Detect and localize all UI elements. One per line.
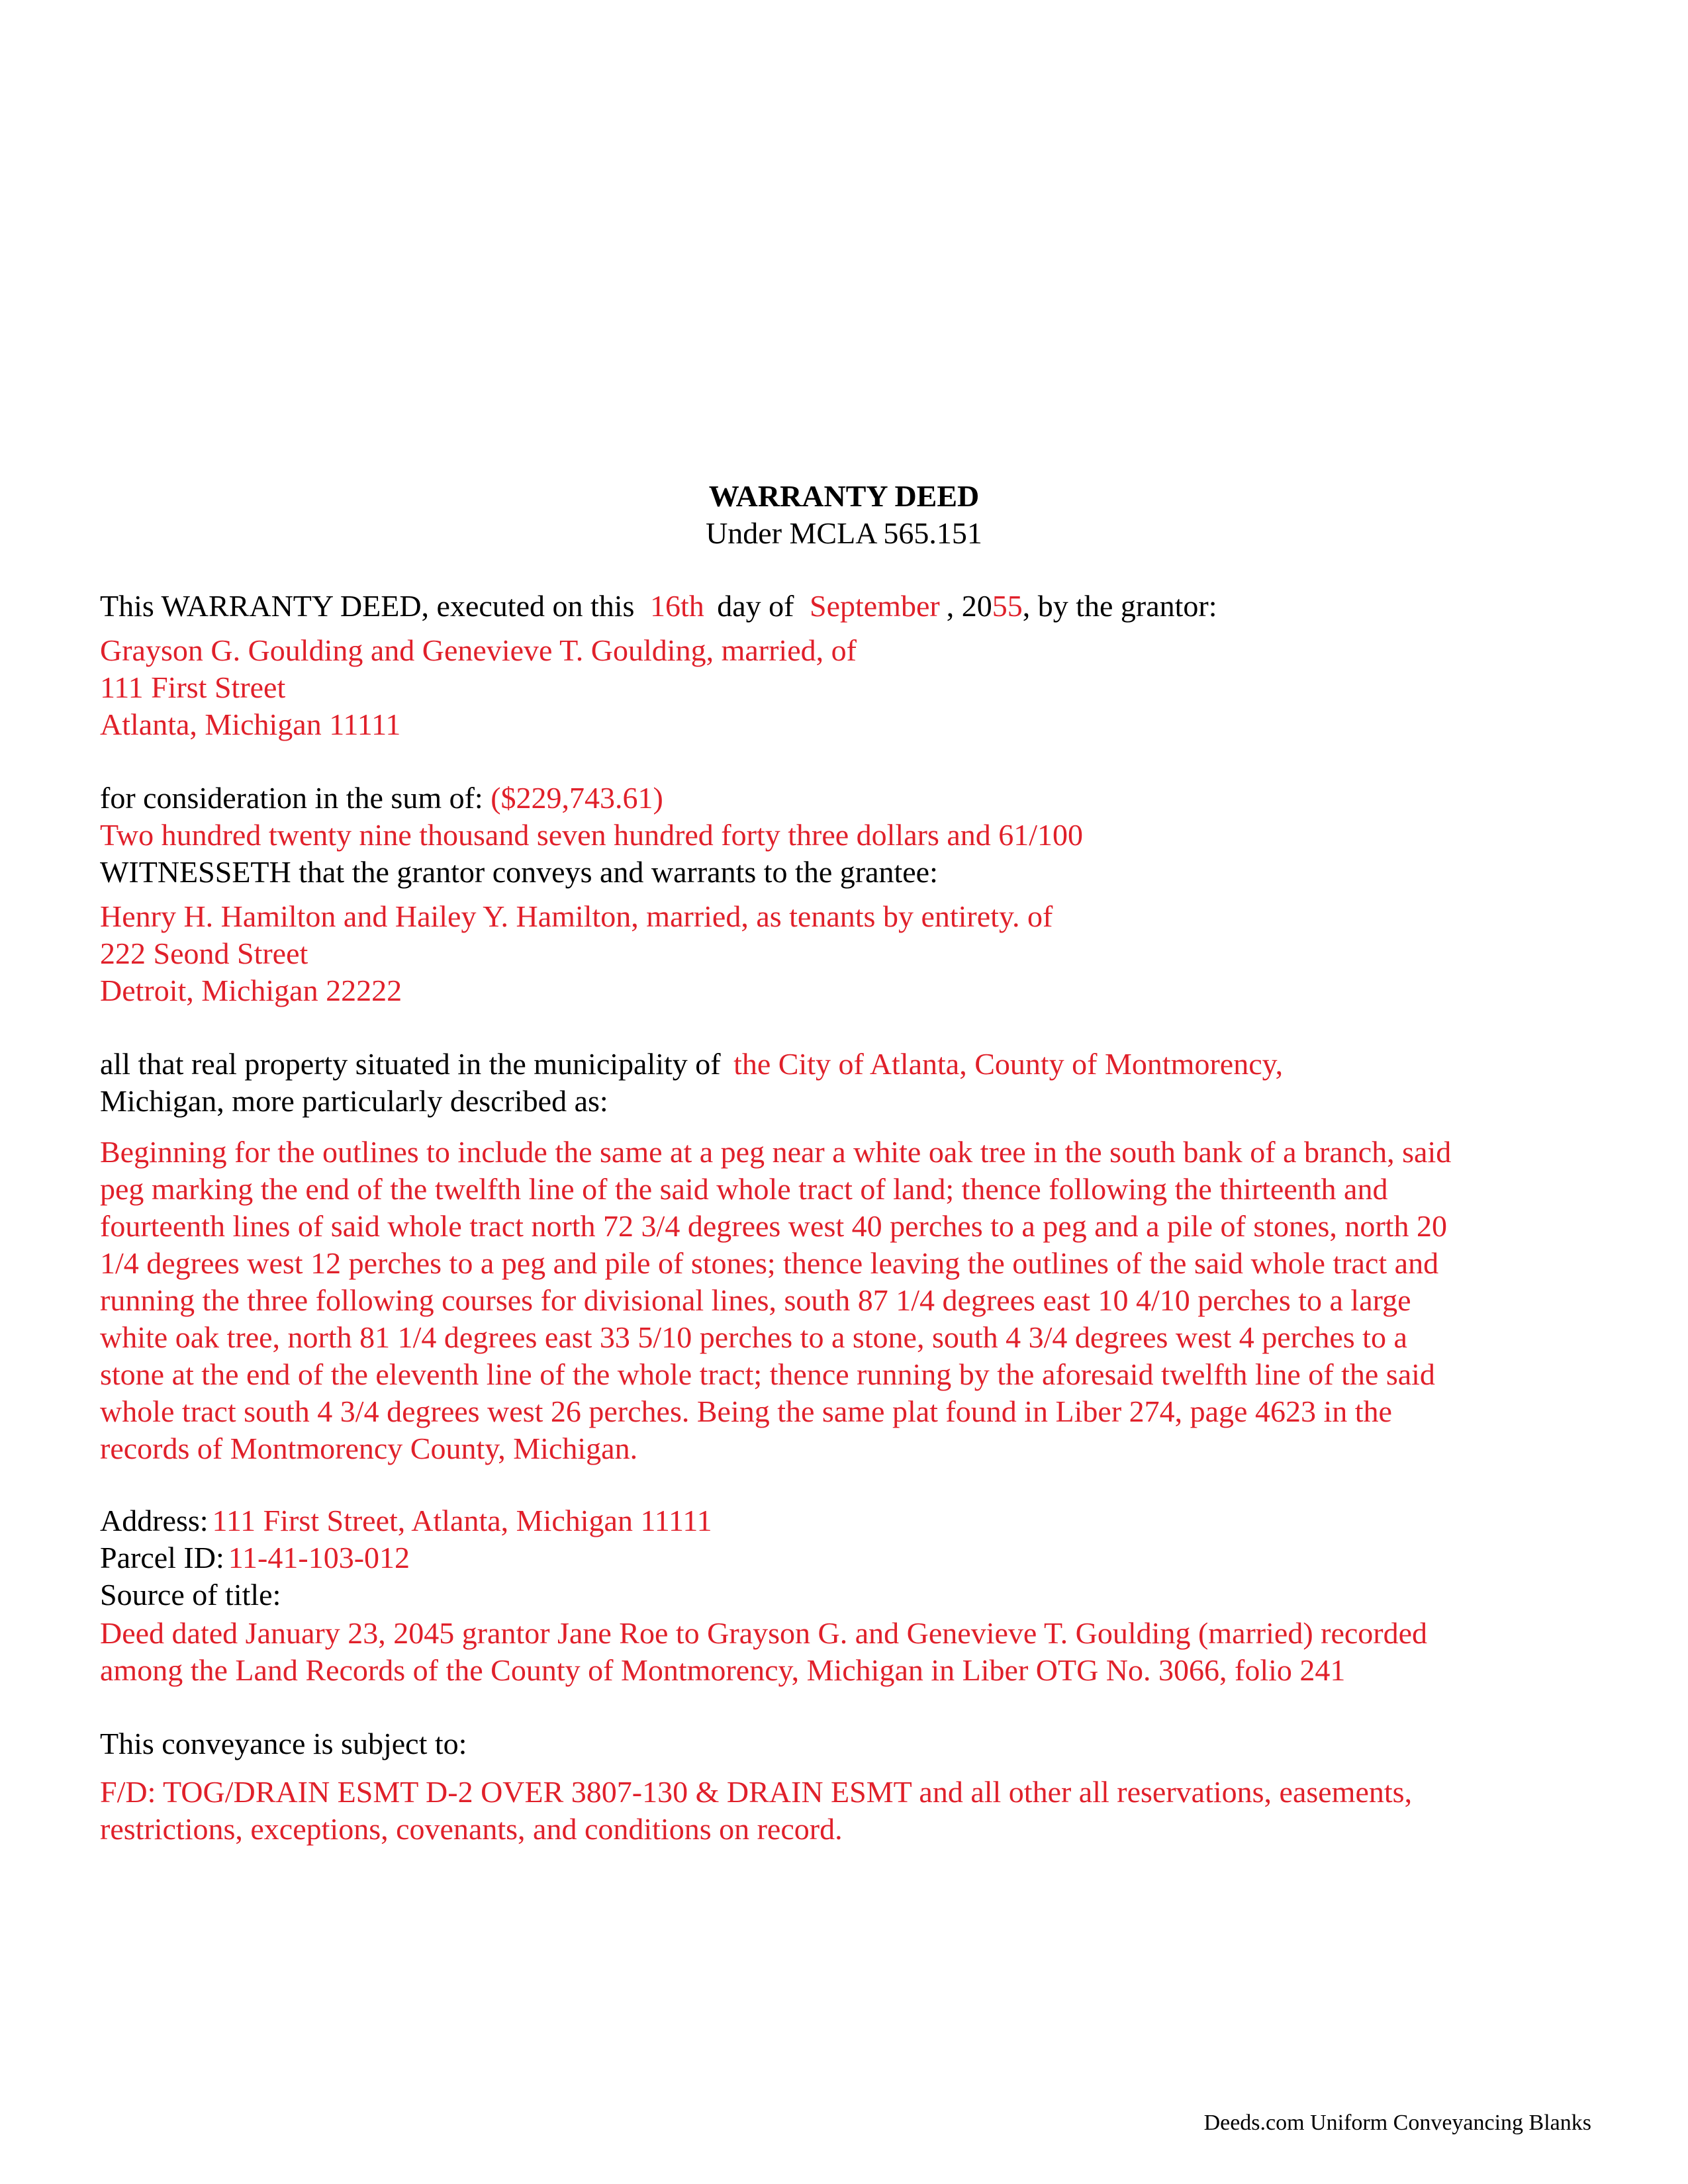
legal-description-line: white oak tree, north 81 1/4 degrees east 33 5/10 perches to a stone, south 4 3/4 degrees west 4 perches to a [100,1320,1407,1354]
execution-month: September [809,589,940,623]
address-line [100,1502,712,1539]
legal-description-line: Beginning for the outlines to include the same at a peg near a white oak tree in the south bank of a branch, said [100,1135,1452,1169]
grantor-city: Atlanta, Michigan 11111 [100,707,401,741]
consideration-amount: ($229,743.61) [491,781,663,815]
execution-day: 16th [649,589,704,623]
intro-line [100,588,1217,625]
parcel-value: 11-41-103-012 [228,1541,410,1574]
witnesseth-line: WITNESSETH that the grantor conveys and warrants to the grantee: [100,855,938,889]
parcel-label: Parcel ID: [100,1541,224,1574]
subject-line-1: F/D: TOG/DRAIN ESMT D-2 OVER 3807-130 & DRAIN ESMT and all other all reservations, easements, [100,1775,1413,1809]
subject-line-2: restrictions, exceptions, covenants, and conditions on record. [100,1812,843,1846]
grantor-names: Grayson G. Goulding and Genevieve T. Goulding, married, of [100,633,857,667]
legal-description-line: peg marking the end of the twelfth line of the said whole tract of land; thence following the thirteenth and [100,1172,1388,1206]
source-line-2: among the Land Records of the County of Montmorency, Michigan in Liber OTG No. 3066, folio 241 [100,1653,1346,1687]
grantee-street: 222 Seond Street [100,936,308,970]
consideration-label: for consideration in the sum of: [100,781,483,815]
document-title: WARRANTY DEED [708,479,980,513]
subject-label: This conveyance is subject to: [100,1727,467,1760]
property-line-2: Michigan, more particularly described as: [100,1084,608,1118]
legal-description-line: whole tract south 4 3/4 degrees west 26 perches. Being the same plat found in Liber 274, page 4623 in the [100,1394,1392,1428]
legal-description [100,1134,1583,1467]
intro-suffix: , by the grantor: [1022,589,1217,623]
property-municipality: the City of Atlanta, County of Montmorency, [733,1047,1284,1081]
execution-year: 55 [992,589,1023,623]
consideration-line [100,780,663,817]
footer-text: Deeds.com Uniform Conveyancing Blanks [1203,2111,1591,2135]
intro-prefix: This WARRANTY DEED, executed on this [100,589,635,623]
source-line-1: Deed dated January 23, 2045 grantor Jane Roe to Grayson G. and Genevieve T. Goulding (married) recorded [100,1616,1428,1650]
property-line [100,1046,1283,1083]
intro-day-of: day of [717,589,794,623]
address-value: 111 First Street, Atlanta, Michigan 11111 [212,1504,712,1537]
parcel-line [100,1539,410,1576]
legal-description-line: 1/4 degrees west 12 perches to a peg and pile of stones; thence leaving the outlines of the said whole tract and [100,1246,1439,1280]
document-subtitle: Under MCLA 565.151 [706,516,982,550]
source-label: Source of title: [100,1578,281,1612]
consideration-words: Two hundred twenty nine thousand seven hundred forty three dollars and 61/100 [100,818,1084,852]
legal-description-line: running the three following courses for divisional lines, south 87 1/4 degrees east 10 4/10 perches to a large [100,1283,1411,1317]
legal-description-line: stone at the end of the eleventh line of the whole tract; thence running by the aforesaid twelfth line of the said [100,1357,1435,1391]
address-label: Address: [100,1504,209,1537]
legal-description-line: fourteenth lines of said whole tract north 72 3/4 degrees west 40 perches to a peg and a pile of stones, north 20 [100,1209,1447,1243]
legal-description-line: records of Montmorency County, Michigan. [100,1432,638,1465]
grantee-city: Detroit, Michigan 22222 [100,974,402,1007]
grantor-street: 111 First Street [100,670,286,704]
intro-year-prefix: , 20 [946,589,992,623]
property-prefix: all that real property situated in the municipality of [100,1047,721,1081]
grantee-names: Henry H. Hamilton and Hailey Y. Hamilton, married, as tenants by entirety. of [100,899,1053,933]
